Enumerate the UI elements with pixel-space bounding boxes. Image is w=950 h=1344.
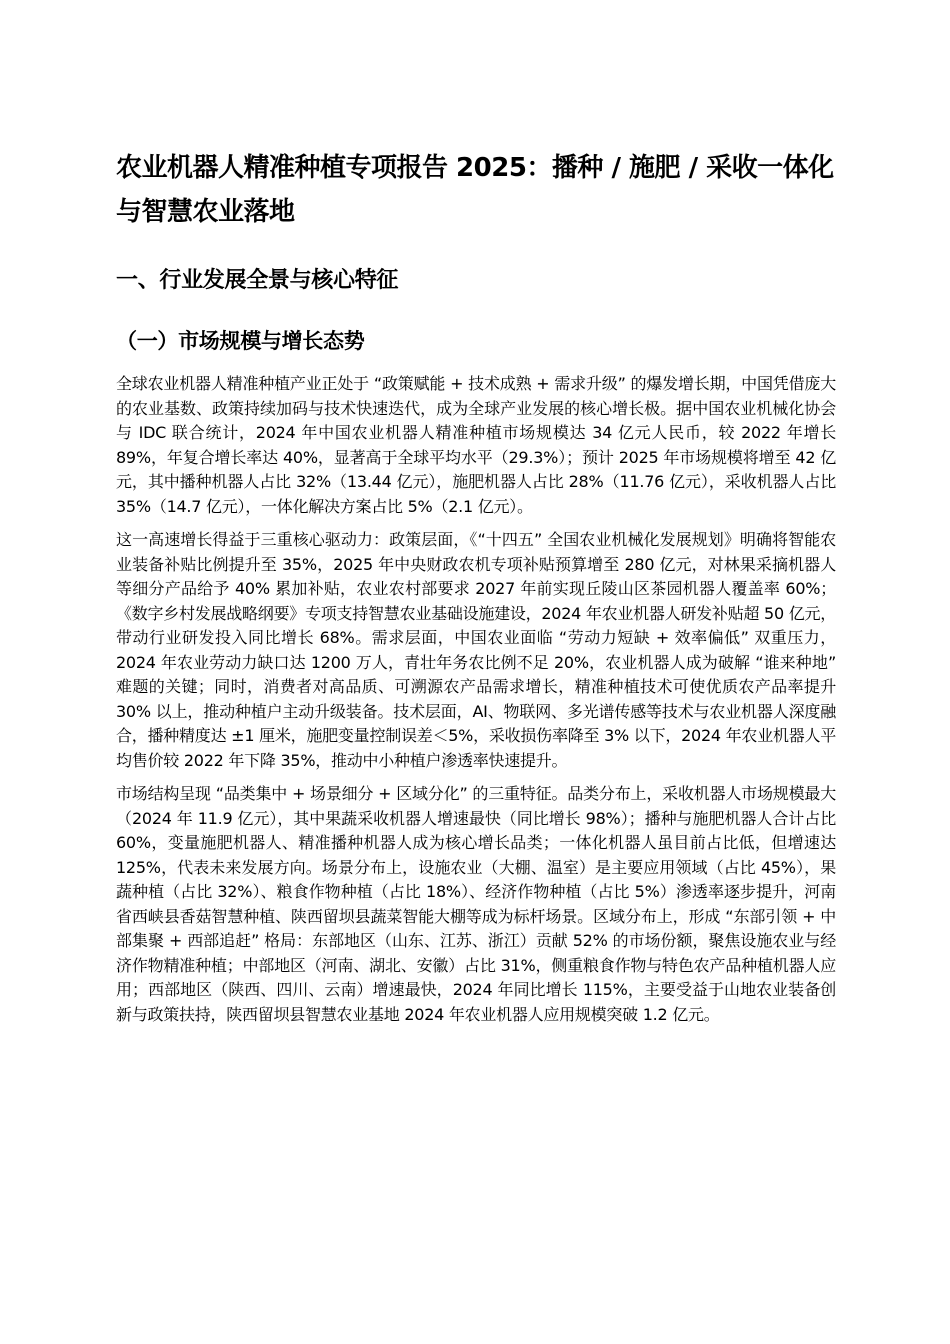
document-page [116,146,836,1027]
document-title: 农业机器人精准种植专项报告 2025：播种 / 施肥 / 采收一体化与智慧农业落地 [116,153,834,227]
subsection-heading: （一）市场规模与增长态势 [116,329,365,353]
paragraph-growth-drivers: 这一高速增长得益于三重核心驱动力：政策层面，《“十四五” 全国农业机械化发展规划》明确将智能农业装备补贴比例提升至 35%，2025 年中央财政农机专项补贴预算增至 280 亿元，对林果采摘机器人等细分产品给予 40% 累加补贴，农业农村部要求 2027 年前实现丘陵山区茶园机器人覆盖率 60%；《数字乡村发展战略纲要》专项支持智慧农业基础设施建设，2024 年农业机器人研发补贴超 50 亿元，带动行业研发投入同比增长 68%。需求层面，中国农业面临 “劳动力短缺 + 效率偏低” 双重压力，2024 年农业劳动力缺口达 1200 万人，青壮年务农比例不足 20%，农业机器人成为破解 “谁来种地” 难题的关键；同时，消费者对高品质、可溯源农产品需求增长，精准种植技术可使优质农产品率提升 30% 以上，推动种植户主动升级装备。技术层面，AI、物联网、多光谱传感等技术与农业机器人深度融合，播种精度达 ±1 厘米，施肥变量控制误差＜5%，采收损伤率降至 3% 以下，2024 年农业机器人平均售价较 2022 年下降 35%，推动中小种植户渗透率快速提升。 [116,530,836,770]
paragraph-market-size: 全球农业机器人精准种植产业正处于 “政策赋能 + 技术成熟 + 需求升级” 的爆发增长期，中国凭借庞大的农业基数、政策持续加码与技术快速迭代，成为全球产业发展的核心增长极。据中国农业机械化协会与 IDC 联合统计，2024 年中国农业机器人精准种植市场规模达 34 亿元人民币，较 2022 年增长 89%，年复合增长率达 40%，显著高于全球平均水平（29.3%）；预计 2025 年市场规模将增至 42 亿元，其中播种机器人占比 32%（13.44 亿元），施肥机器人占比 28%（11.76 亿元），采收机器人占比 35%（14.7 亿元），一体化解决方案占比 5%（2.1 亿元）。 [116,374,836,516]
paragraph-market-structure: 市场结构呈现 “品类集中 + 场景细分 + 区域分化” 的三重特征。品类分布上，采收机器人市场规模最大（2024 年 11.9 亿元），其中果蔬采收机器人增速最快（同比增长 98%）；播种与施肥机器人合计占比 60%，变量施肥机器人、精准播种机器人成为核心增长品类；一体化机器人虽目前占比低，但增速达 125%，代表未来发展方向。场景分布上，设施农业（大棚、温室）是主要应用领域（占比 45%），果蔬种植（占比 32%）、粮食作物种植（占比 18%）、经济作物种植（占比 5%）渗透率逐步提升，河南省西峡县香菇智慧种植、陕西留坝县蔬菜智能大棚等成为标杆场景。区域分布上，形成 “东部引领 + 中部集聚 + 西部追赶” 格局：东部地区（山东、江苏、浙江）贡献 52% 的市场份额，聚焦设施农业与经济作物精准种植；中部地区（河南、湖北、安徽）占比 31%，侧重粮食作物与特色农产品种植机器人应用；西部地区（陕西、四川、云南）增速最快，2024 年同比增长 115%，主要受益于山地农业装备创新与政策扶持，陕西留坝县智慧农业基地 2024 年农业机器人应用规模突破 1.2 亿元。 [116,784,836,1024]
section-heading: 一、行业发展全景与核心特征 [116,268,399,293]
